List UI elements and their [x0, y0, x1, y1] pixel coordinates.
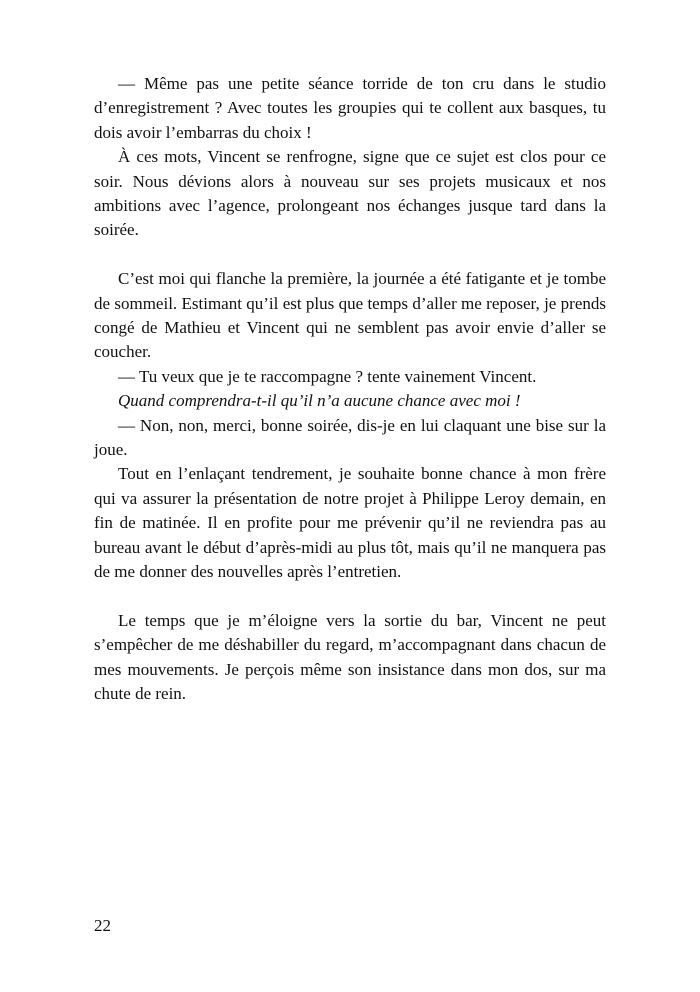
- italic-thought: Quand comprendra-t-il qu’il n’a aucune chance avec moi !: [118, 391, 521, 411]
- paragraph: À ces mots, Vincent se renfrogne, signe que ce sujet est clos pour ce soir. Nous dévions alors à nouveau sur ses projets musicaux et nos ambitions avec l’agence, prolongeant nos échanges jusque tard dans la soirée.: [94, 147, 606, 240]
- paragraph: — Même pas une petite séance torride de ton cru dans le studio d’enregistrement ? Avec toutes les groupies qui te collent aux basques, tu dois avoir l’embarras du choix !: [94, 74, 606, 142]
- paragraph: Tout en l’enlaçant tendrement, je souhaite bonne chance à mon frère qui va assurer la présentation de notre projet à Philippe Leroy demain, en fin de matinée. Il en profite pour me prévenir qu’il ne reviendra pas au bureau avant le début d’après-midi au plus tôt, mais qu’il ne manquera pas de me donner des nouvelles après l’entretien.: [94, 464, 606, 582]
- paragraph: — Non, non, merci, bonne soirée, dis-je en lui claquant une bise sur la joue.: [94, 415, 606, 460]
- paragraph: — Tu veux que je te raccompagne ? tente vainement Vincent.: [118, 366, 537, 386]
- paragraph: C’est moi qui flanche la première, la journée a été fatigante et je tombe de sommeil. Estimant qu’il est plus que temps d’aller me reposer, je prends congé de Mathieu et Vincent qui ne semblent pas avoir envie d’aller se coucher.: [94, 269, 606, 362]
- paragraph: Le temps que je m’éloigne vers la sortie du bar, Vincent ne peut s’empêcher de me déshabiller du regard, m’accompagnant dans chacun de mes mouvements. Je perçois même son insistance dans mon dos, sur ma chute de rein.: [94, 610, 606, 704]
- page-number: 22: [94, 916, 111, 935]
- body-text: [94, 72, 606, 707]
